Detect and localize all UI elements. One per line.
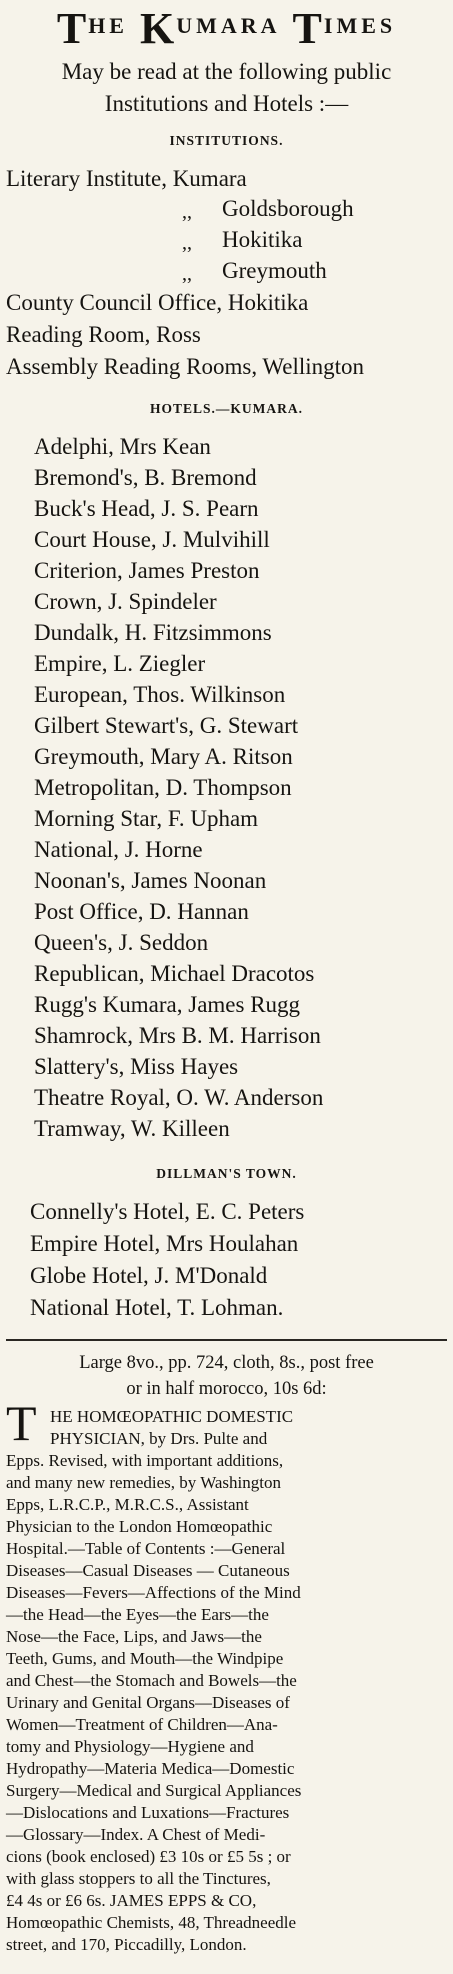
ditto-mark: ,, xyxy=(182,201,192,223)
ad-text-line: Nose—the Face, Lips, and Jaws—the xyxy=(6,1627,262,1646)
institutions-heading: INSTITUTIONS. xyxy=(169,133,284,148)
ad-text-line: Epps, L.R.C.P., M.R.C.S., Assistant xyxy=(6,1495,249,1514)
ad-text-line: Physician to the London Homœopathic xyxy=(6,1517,273,1536)
masthead-kumara-rest: UMARA xyxy=(176,13,281,38)
ad-intro-line-2: or in half morocco, 10s 6d: xyxy=(126,1379,327,1399)
institution-item: Assembly Reading Rooms, Wellington xyxy=(6,354,365,379)
masthead-title xyxy=(0,0,453,52)
dillmans-hotel-item: Globe Hotel, J. M'Donald xyxy=(30,1263,268,1288)
hotel-item: Dundalk, H. Fitzsimmons xyxy=(34,620,272,645)
ad-text-line: PHYSICIAN, by Drs. Pulte and xyxy=(50,1429,268,1448)
masthead-times-rest: IMES xyxy=(323,13,397,38)
dillmans-hotel-item: Connelly's Hotel, E. C. Peters xyxy=(30,1199,305,1224)
ad-text-line: —Dislocations and Luxations—Fractures xyxy=(6,1803,290,1822)
institution-item: Literary Institute, Kumara xyxy=(6,166,247,191)
hotel-item: Empire, L. Ziegler xyxy=(34,651,206,676)
hotel-item: Morning Star, F. Upham xyxy=(34,806,259,831)
hotel-item: Republican, Michael Dracotos xyxy=(34,961,315,986)
intro-line-1: May be read at the following public xyxy=(61,59,392,84)
ad-text-line: Teeth, Gums, and Mouth—the Windpipe xyxy=(6,1649,284,1668)
ditto-mark: ,, xyxy=(182,232,192,254)
hotel-item: Noonan's, James Noonan xyxy=(34,868,267,893)
hotel-item: Shamrock, Mrs B. M. Harrison xyxy=(34,1023,321,1048)
ad-drop-cap: T xyxy=(6,1395,37,1451)
dillmans-hotel-item: Empire Hotel, Mrs Houlahan xyxy=(30,1231,299,1256)
ad-text-line: Hospital.—Table of Contents :—General xyxy=(6,1539,286,1558)
ad-text-line: Women—Treatment of Children—Ana- xyxy=(6,1715,278,1734)
hotel-item: Theatre Royal, O. W. Anderson xyxy=(34,1085,324,1110)
ad-intro-line-1: Large 8vo., pp. 724, cloth, 8s., post free xyxy=(79,1353,374,1373)
masthead-the-rest: HE xyxy=(88,13,128,38)
divider-rule xyxy=(6,1339,447,1341)
dillmans-town-heading: DILLMAN'S TOWN. xyxy=(156,1166,297,1181)
hotel-item: Queen's, J. Seddon xyxy=(34,930,209,955)
hotel-item: Crown, J. Spindeler xyxy=(34,589,217,614)
ad-text-line: and Chest—the Stomach and Bowels—the xyxy=(6,1671,297,1690)
institution-item: County Council Office, Hokitika xyxy=(6,290,309,315)
hotel-item: Criterion, James Preston xyxy=(34,558,260,583)
hotel-item: Bremond's, B. Bremond xyxy=(34,465,257,490)
hotel-item: Buck's Head, J. S. Pearn xyxy=(34,496,259,521)
hotel-item: Rugg's Kumara, James Rugg xyxy=(34,992,301,1017)
ad-text-line: cions (book enclosed) £3 10s or £5 5s ; or xyxy=(6,1847,291,1866)
masthead-kumara-cap: K xyxy=(139,4,177,53)
ad-text-line: Epps. Revised, with important additions, xyxy=(6,1451,284,1470)
masthead-times-cap: T xyxy=(292,4,324,53)
dillmans-hotel-item: National Hotel, T. Lohman. xyxy=(30,1295,284,1320)
ad-text-line: street, and 170, Piccadilly, London. xyxy=(6,1935,247,1954)
institution-item: Reading Room, Ross xyxy=(6,322,201,347)
ad-text-line: HE HOMŒOPATHIC DOMESTIC xyxy=(50,1407,294,1426)
hotel-item: Greymouth, Mary A. Ritson xyxy=(34,744,293,769)
ditto-mark: ,, xyxy=(182,263,192,285)
hotel-item: Gilbert Stewart's, G. Stewart xyxy=(34,713,299,738)
ad-text-line: Homœopathic Chemists, 48, Threadneedle xyxy=(6,1913,297,1932)
ad-text-line: Urinary and Genital Organs—Diseases of xyxy=(6,1693,290,1712)
ad-text-line: Diseases—Fevers—Affections of the Mind xyxy=(6,1583,301,1602)
institution-item: Goldsborough xyxy=(222,196,354,221)
ad-text-line: —Glossary—Index. A Chest of Medi- xyxy=(6,1825,266,1844)
hotel-item: Slattery's, Miss Hayes xyxy=(34,1054,239,1079)
ad-text-line: £4 4s or £6 6s. JAMES EPPS & CO, xyxy=(6,1891,257,1910)
ad-text-line: Diseases—Casual Diseases — Cutaneous xyxy=(6,1561,290,1580)
ad-text-line: Surgery—Medical and Surgical Appliances xyxy=(6,1781,302,1800)
hotel-item: Tramway, W. Killeen xyxy=(34,1116,230,1141)
hotel-item: European, Thos. Wilkinson xyxy=(34,682,286,707)
institution-item: Greymouth xyxy=(222,258,327,283)
hotel-item: Post Office, D. Hannan xyxy=(34,899,249,924)
institution-item: Hokitika xyxy=(222,227,303,252)
ad-text-line: and many new remedies, by Washington xyxy=(6,1473,281,1492)
hotel-item: Adelphi, Mrs Kean xyxy=(34,434,211,459)
ad-text-line: —the Head—the Eyes—the Ears—the xyxy=(6,1605,269,1624)
ad-text-line: Hydropathy—Materia Medica—Domestic xyxy=(6,1759,295,1778)
hotels-kumara-heading: HOTELS.—KUMARA. xyxy=(149,401,303,416)
hotel-item: Court House, J. Mulvihill xyxy=(34,527,270,552)
intro-line-2: Institutions and Hotels :— xyxy=(104,91,349,116)
hotel-item: Metropolitan, D. Thompson xyxy=(34,775,292,800)
ad-text-line: tomy and Physiology—Hygiene and xyxy=(6,1737,254,1756)
masthead-the-cap: T xyxy=(56,4,89,53)
hotel-item: National, J. Horne xyxy=(34,837,203,862)
ad-text-line: with glass stoppers to all the Tinctures, xyxy=(6,1869,271,1888)
